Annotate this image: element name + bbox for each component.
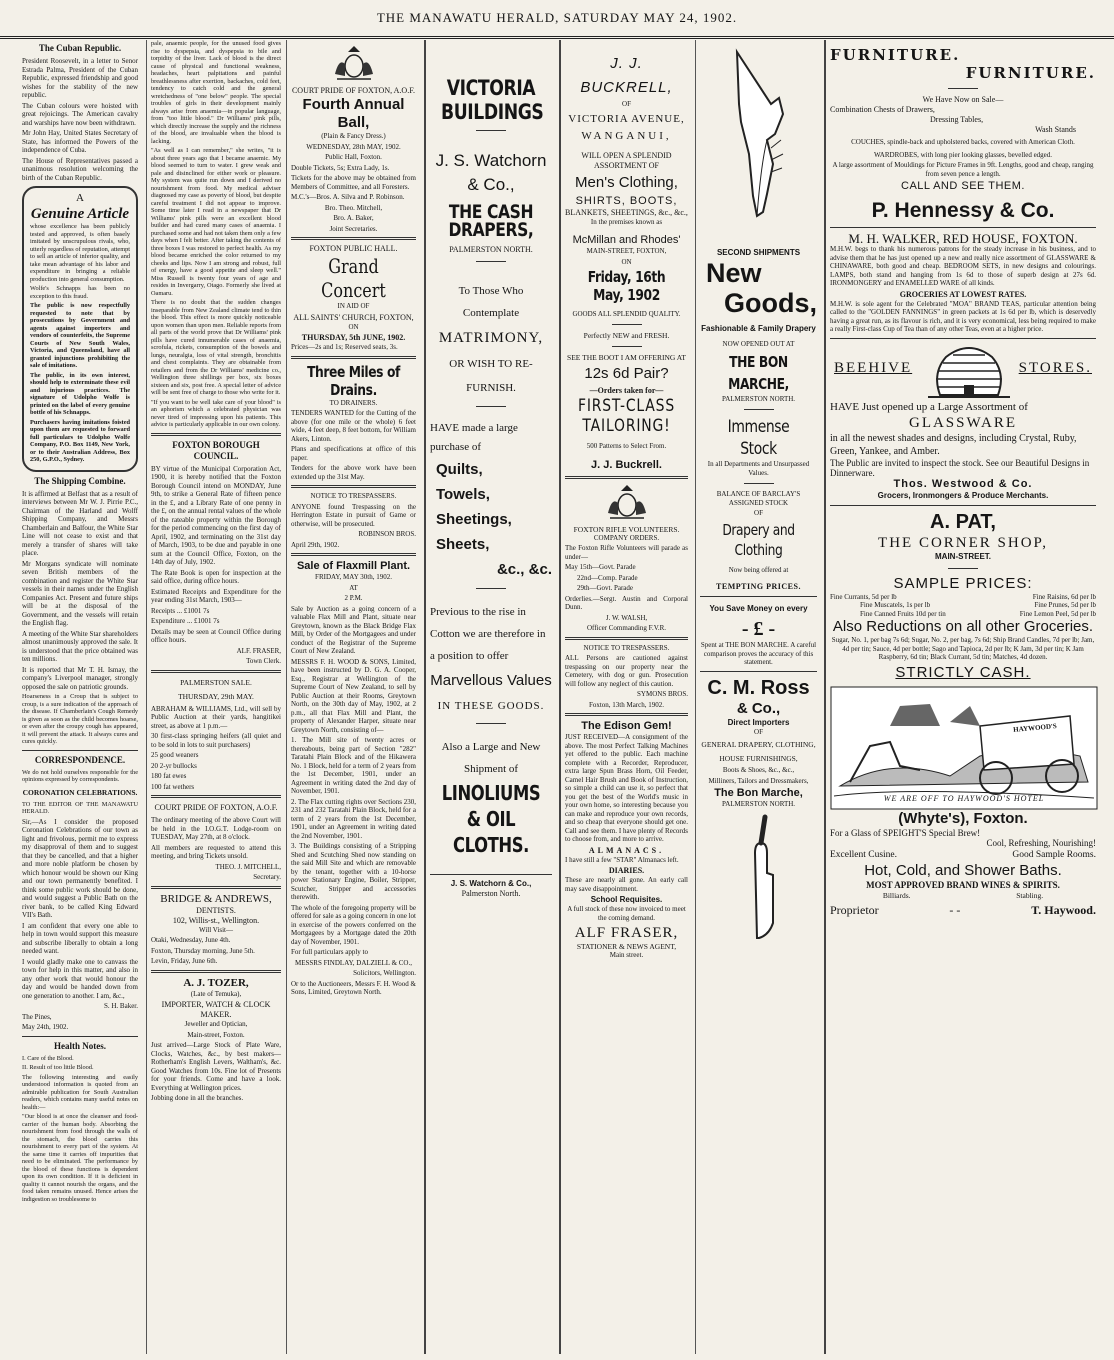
quality-text: GOODS ALL SPLENDID QUALITY.	[572, 310, 681, 318]
drains-headline: Three Miles of Drains.	[307, 362, 400, 399]
grocery-prices: Sugar, No. 1, per bag 7s 6d; Sugar, No. 2, per bag, 7s 6d; Ship Brand Candles, 7d per lb; Jam, 4d per tin; Sauce, 4d per bottle; Sago and Tapioca, 2d per lb; K Jam, 3d per tin; K Jam Raspberry, 6d tin; Black Currant, 5d tin; Matches, 4d dozen.	[831, 636, 1095, 661]
expenditure-line: Expenditure ... £1001 7s	[151, 617, 220, 625]
matrimony-headline: MATRIMONY,	[438, 330, 544, 346]
note-line: II. Result of too little Blood.	[22, 1064, 94, 1071]
price-item: Fine Muscatels, 1s per lb	[860, 601, 931, 609]
furniture-item: Dressing Tables,	[930, 115, 984, 124]
hotel-features	[830, 848, 1096, 862]
glassware-text: in all the newest shades and designs, including Crystal, Ruby, Green, Yankee, and Amber.	[830, 432, 1077, 457]
column-4	[424, 40, 556, 1354]
second-shipments: SECOND SHIPMENTS	[716, 248, 801, 257]
mcmillan-rhodes: McMillan and Rhodes'	[572, 234, 681, 246]
notice-paragraph: All members are requested to attend this meeting, and bring Tickets unsold.	[151, 843, 281, 860]
furniture-item: Wash Stands	[1035, 125, 1076, 134]
divider	[22, 750, 138, 751]
furniture-headline-2: FURNITURE.	[965, 64, 1096, 82]
main-street: MAIN-STREET, FOXTON,	[586, 247, 667, 255]
purchase-text: HAVE made a large purchase of	[430, 422, 518, 453]
flaxmill-paragraph: 1. The Mill site of twenty acres or thereabouts, being part of Section "282" Taratahi Plain Block and of the Hikawera No. 1 Block, held for a term of 2 years from the 1st December, 1901, under an Agreement in writing dated the 2nd day of November, 1901.	[291, 736, 416, 795]
furniture-item: COUCHES, spindle-back and upholstered backs, covered with American Cloth.	[851, 138, 1075, 146]
article-paragraph: We do not hold ourselves responsible for the opinions expressed by correspondents.	[22, 768, 138, 783]
flaxmill-paragraph: 3. The Buildings consisting of a Stripping Shed and Scutching Shed now standing on the said Mill Site and which are removable by the tenant, together with a 10-horse power Stationary Engine, Boiler, Stripper, Scutcher, Stripper and accessories therewith.	[291, 842, 416, 901]
letter-paragraph: Sir,—As I consider the proposed Coronation Celebrations of our town as light and frivolous, permit me to express my disapproval of them and to suggest that they be cancelled, and that a higher and more noble platform be chosen by which honour would be shown our King and our town permanently benefited. I think some public work should be done, and would suggest a Public Bath on the river bank, to be called King Edward VII's Bath.	[22, 817, 138, 919]
on-text: ON	[621, 257, 632, 266]
refreshing-text: Cool, Refreshing, Nourishing!	[986, 837, 1096, 848]
ad-paragraph: The public, in its own interest, should help to exterminate these evil and injurious practices. The signature of Udolpho Wolfe is printed on the label of every genuine bottle of his Schnapps.	[30, 371, 130, 416]
bon-marche-headline: THE BON MARCHE,	[728, 352, 789, 393]
pat-street: MAIN-STREET.	[935, 551, 991, 561]
dentists-name: BRIDGE & ANDREWS,	[160, 892, 272, 905]
signature: J. W. WALSH,	[605, 613, 648, 622]
rifle-paragraph: Orderlies.—Sergt. Austin and Corporal Dunn.	[565, 594, 688, 611]
column-6	[695, 40, 821, 1354]
beehive-word: BEEHIVE	[834, 359, 913, 376]
item-quilts: Quilts,	[436, 461, 483, 478]
rifle-paragraph: The Foxton Rifle Volunteers will parade as under—	[565, 544, 688, 561]
ad-title: Genuine Article	[30, 206, 130, 222]
article-paragraph: pale, anaemic people, for the unused food gives rise to dyspepsia, and dyspepsia to bile and torpidity of the liver. Lack of blood is the direct cause of physical and functional weakness, headaches, heart palpitations and painful breathlessness after exertion, backaches, cold feet, tendency to catch cold and the general wretchedness of "one below" people. The special troubles of girls in their development mainly always arise from anaemia—in popular language, from "too little blood." Dr Williams' pink pills, which directly increase the supply and the richness of the blood, are invaluable when the blood is lacking.	[151, 40, 281, 145]
signature-title: Officer Commanding F.V.R.	[586, 624, 667, 632]
tozer-jeweller: Jeweller and Optician,	[184, 1020, 248, 1028]
save-money: You Save Money on every	[709, 604, 808, 613]
glassware-headline: GLASSWARE	[908, 414, 1017, 431]
price-row	[830, 610, 1096, 619]
ball-court-name: COURT PRIDE OF FOXTON, A.O.F.	[291, 86, 416, 95]
cash-drapers: THE CASH DRAPERS,	[448, 201, 534, 241]
ball-date: WEDNESDAY, 28th MAY, 1902.	[306, 142, 401, 151]
baths-headline: Hot, Cold, and Shower Baths.	[864, 861, 1062, 879]
pointing-hand-icon	[727, 44, 791, 244]
buckrell-of: OF	[622, 100, 631, 108]
strictly-cash: STRICTLY CASH.	[895, 663, 1031, 681]
cart-caption: WE ARE OFF TO HAYWOOD'S HOTEL	[883, 793, 1045, 803]
horse-cart-icon	[830, 686, 1098, 810]
headline-court-pride: COURT PRIDE OF FOXTON, A.O.F.	[154, 803, 278, 812]
concert-on: ON	[348, 322, 359, 331]
signature: ROBINSON BROS.	[358, 530, 416, 538]
in-these-goods: IN THESE GOODS.	[437, 700, 545, 712]
hennessy-name: P. Hennessy & Co.	[871, 199, 1055, 222]
notice-paragraph: Details may be seen at Council Office during office hours.	[151, 627, 281, 644]
flaxmill-solicitors-place: Solicitors, Wellington.	[353, 969, 416, 977]
divider	[22, 1036, 138, 1037]
concert-title: Grand Concert	[321, 254, 386, 302]
furniture-item: A large assortment of Mouldings for Picture Frames in 9ft. Lengths, good and cheap, ranging from seven pence a length.	[832, 161, 1094, 178]
letter-paragraph: I would gladly make one to canvass the town for help in this matter, and also in any other work that would honour the day and would be handed down from one generation to another. I am, &c.,	[22, 957, 138, 1000]
tailoring-headline: FIRST-CLASS TAILORING!	[577, 396, 675, 436]
letter-place: The Pines,	[22, 1012, 52, 1021]
item-etc: &c., &c.	[496, 561, 552, 578]
cotton-text: Previous to the rise in Cotton we are therefore in a position to offer	[430, 606, 546, 662]
orders-taken: —Orders taken for—	[589, 386, 664, 395]
new-fresh-text: Perfectly NEW and FRESH.	[583, 331, 670, 340]
premises-text: In the premises known as	[590, 217, 663, 226]
watchorn-name: J. S. Watchorn & Co.,	[435, 151, 547, 194]
flaxmill-solicitors: MESSRS FINDLAY, DALZIELL & CO.,	[294, 958, 412, 967]
contemplate-text: To Those Who Contemplate	[458, 285, 524, 319]
price-row	[830, 593, 1096, 602]
divider	[830, 338, 1096, 339]
ball-paragraph: M.C.'s—Bros. A. Silva and P. Robinson.	[291, 193, 405, 201]
flaxmill-paragraph: The whole of the foregoing property will be offered for sale as a going concern in one lot in exercise of the powers conferred on the Mortgagees by a Mortgage dated the 20th day of November, 1901.	[291, 903, 416, 946]
ad-paragraph: Purchasers having imitations foisted upon them are requested to forward full particulars to Udolpho Wolfe Company, P.O. Box 1149, New York, or to their Australian Address, Box 250, G.P.O., Sydney.	[30, 418, 130, 463]
letter-address: TO THE EDITOR OF THE MANAWATU HERALD.	[22, 800, 138, 815]
divider	[700, 596, 817, 597]
proprietor-label: Proprietor	[830, 902, 879, 917]
stores-word: STORES.	[1018, 359, 1092, 376]
rifle-orders: COMPANY ORDERS.	[593, 533, 660, 542]
divider	[151, 670, 281, 673]
letter-date: May 24th, 1902.	[22, 1023, 69, 1031]
dentists-address: 102, Willis-st., Wellington.	[172, 915, 260, 925]
headline-cuban-republic: The Cuban Republic.	[38, 43, 122, 53]
drains-paragraph: TENDERS WANTED for the Cutting of the above (for one mile or the whole) 6 feet wide, 4 feet deep, 8 feet bottom, for William Akers, Linton.	[291, 409, 416, 443]
headline-shipping-combine: The Shipping Combine.	[34, 475, 126, 486]
proprietor-dashes: - -	[949, 902, 961, 917]
tozer-late: (Late of Temuka),	[190, 989, 242, 998]
see-boot-text: SEE THE BOOT I AM OFFERING AT	[567, 353, 686, 362]
item-sheetings: Sheetings,	[436, 511, 512, 528]
spent-text: Spent at THE BON MARCHE. A careful comparison proves the accuracy of this statement.	[700, 641, 817, 666]
column-2	[146, 40, 285, 1354]
signature: ALF. FRASER,	[236, 646, 281, 655]
divider	[291, 485, 416, 488]
article-paragraph: The House of Representatives passed a unanimous resolution welcoming the birth of the Cuban Republic.	[22, 156, 138, 182]
victoria-buildings-headline: VICTORIA BUILDINGS	[440, 76, 544, 124]
sale-item: 20 2-yr bullocks	[151, 761, 197, 770]
article-paragraph: The Cuban colours were hoisted with great rejoicings. The American cavalry and warships have now been withdrawn.	[22, 101, 138, 127]
flaxmill-paragraph: Or to the Auctioneers, Messrs F. H. Wood & Sons, Limited, Greytown North.	[291, 979, 416, 996]
shipment-text: Also a Large and New Shipment of	[441, 741, 541, 775]
tozer-paragraph: Just arrived—Large Stock of Plate Ware, Clocks, Watches, &c., by best makers—Rotherham's English Levers, Waltham's, &c. Good Watches from 10s. Fine lot of Presents for your friends. Come and have a look. Everything at Wellington prices.	[151, 1041, 281, 1092]
beehive-icon	[926, 343, 1012, 399]
glassware-text: The Public are invited to inspect the stock. See our Beautiful Designs in Dinnerware.	[830, 457, 1090, 478]
fraser-address: Main street.	[609, 951, 644, 959]
walker-headline: M. H. WALKER, RED HOUSE, FOXTON.	[848, 231, 1078, 246]
headline-health-notes: Health Notes.	[54, 1040, 106, 1051]
ball-paragraph: Tickets for the above may be obtained from Members of Committee, and all Foresters.	[291, 174, 416, 191]
letter-paragraph: I am confident that every one able to help in town would support this measure and subscribe liberally to obtain a long needed want.	[22, 921, 138, 955]
pat-name: A. PAT,	[930, 510, 996, 533]
tozer-address: Main-street, Foxton.	[187, 1030, 245, 1039]
concert-prices: Prices—2s and 1s; Reserved seats, 3s.	[291, 343, 398, 351]
flaxmill-date: FRIDAY, MAY 30th, 1902.	[315, 573, 392, 581]
sample-prices: SAMPLE PRICES:	[893, 574, 1033, 592]
marvellous-values: Marvellous Values	[430, 672, 552, 689]
divider	[565, 476, 688, 479]
rifle-parade: May 15th—Govt. Parade	[565, 563, 636, 571]
notice-paragraph: Estimated Receipts and Expenditure for the year ending 31st March, 1903—	[151, 587, 281, 604]
signature-title: Secretary.	[253, 873, 281, 881]
furniture-headline-1: FURNITURE.	[830, 46, 961, 64]
signature-date: Foxton, 13th March, 1902.	[588, 700, 665, 709]
furniture-item: WARDROBES, with long pier looking glasses, bevelled edged.	[873, 151, 1053, 159]
column-5	[559, 40, 692, 1354]
proprietor-name: T. Haywood.	[1031, 902, 1096, 917]
speights-text: For a Glass of SPEIGHT'S Special Brew!	[830, 827, 981, 838]
opening-date: Friday, 16th May, 1902	[587, 268, 666, 304]
note-line: I. Care of the Blood.	[22, 1054, 74, 1062]
concert-venue: FOXTON PUBLIC HALL.	[309, 244, 398, 253]
direct-importers: Direct Importers	[727, 717, 790, 727]
article-paragraph: Mr Morgans syndicate will nominate seven British members of the combination and register the White Star vessels in their names under the English Companies Act. Present and future ships will be at the disposal of the Government, and the vessels will retain the English flag.	[22, 559, 138, 627]
furniture-item: Combination Chests of Drawers,	[830, 105, 935, 114]
ball-paragraph: Double Tickets, 5s; Extra Lady, 1s.	[291, 163, 390, 172]
rifle-parade: 29th—Govt. Parade	[577, 584, 633, 592]
flaxmill-headline: Sale of Flaxmill Plant.	[296, 560, 411, 572]
westwood-trade: Grocers, Ironmongers & Produce Merchants.	[877, 490, 1049, 500]
receipts-line: Receipts ... £1001 7s	[151, 606, 210, 615]
almanacs-paragraph: I have still a few "STAR" Almanacs left.	[565, 855, 679, 864]
beehive-header	[830, 343, 1096, 401]
blankets-sheetings: BLANKETS, SHEETINGS, &c., &c.,	[565, 207, 688, 217]
divider	[565, 713, 688, 716]
trespass-headline: NOTICE TO TRESPASSERS.	[583, 643, 670, 652]
westwood-name: Thos. Westwood & Co.	[893, 477, 1033, 490]
article-paragraph: "As well as I can remember," she writes, "it is about three years ago that I became anaemic. My blood seemed to turn to water. I grew weak and pale and disinclined for either work or pleasure. My system was quite run down and I derived no nourishment from food. My medical adviser diagnosed my case as poverty of blood, but despite careful treatment I did not appear to improve. Some time later I read in a newspaper that Dr Williams' pink pills were an excellent blood builder and had cured many cases of anaemia. I purchased some and had not taken them only a few days when I felt better. After taking the contents of three boxes I was restored to perfect health. As my blood became enriched the color returned to my cheeks and lips. Now I am strong and robust, full of energy, have a good appetite and sleep well." Miss Russell is twenty four years of age and resides in Invergarry, Otago. Formerly she lived at Oamaru.	[151, 147, 281, 297]
notice-paragraph: The Rate Book is open for inspection at the said office, during office hours.	[151, 568, 281, 585]
trespass-headline: NOTICE TO TRESPASSERS.	[310, 492, 397, 500]
hotel-feature: Stabling.	[1016, 890, 1044, 900]
article-paragraph: President Roosevelt, in a letter to Senor Estrada Palma, President of the Cuban Republic, expressed friendship and good wishes for the stability of the new republic.	[22, 57, 138, 99]
signature: SYMONS BROS.	[637, 690, 688, 698]
mens-clothing: Men's Clothing,	[575, 173, 678, 191]
column-1	[18, 40, 142, 1354]
drains-paragraph: Plans and specifications at office of this paper.	[291, 445, 416, 462]
departments-text: In all Departments and Unsurpassed Values.	[707, 460, 810, 477]
buckrell-avenue: VICTORIA AVENUE,	[568, 112, 685, 125]
boot-price: 12s 6d Pair?	[584, 365, 669, 382]
sale-item: 180 fat ewes	[151, 772, 187, 780]
watchorn-footer-name: J. S. Watchorn & Co.,	[450, 879, 532, 888]
reductions-headline: Also Reductions on all other Groceries.	[832, 618, 1094, 635]
fraser-name: ALF FRASER,	[574, 925, 679, 941]
watchorn-footer-town: Palmerston North.	[461, 889, 521, 898]
divider	[151, 795, 281, 798]
signature-title: Joint Secretaries.	[329, 224, 378, 233]
divider	[830, 227, 1096, 228]
flaxmill-at: AT	[349, 583, 358, 592]
signature: THEO. J. MITCHELL,	[215, 862, 281, 871]
article-paragraph: The following interesting and easily understood information is quoted from an admirable publication for South Australian readers, which contains many useful notes on health:—	[22, 1073, 138, 1111]
hotel-feature: Good Sample Rooms.	[1012, 849, 1096, 860]
rifle-headline: FOXTON RIFLE VOLUNTEERS.	[573, 524, 680, 534]
whytes-foxton: (Whyte's), Foxton.	[898, 809, 1028, 827]
article-paragraph: A meeting of the White Star shareholders almost unanimously approved the sale. It is understood that the price obtained was ten millions.	[22, 629, 138, 663]
ball-title: Fourth Annual Ball,	[302, 96, 405, 131]
groceries-headline: GROCERIES AT LOWEST RATES.	[899, 289, 1027, 299]
beehive-text: HAVE Just opened up a Large Assortment of	[830, 400, 1028, 413]
ball-hall: Public Hall, Foxton.	[325, 153, 382, 161]
cart-sign: HAYWOOD'S	[1012, 721, 1058, 734]
tozer-paragraph: Jobbing done in all the branches.	[151, 1094, 244, 1102]
divider	[291, 553, 416, 556]
opened-out: NOW OPENED OUT AT	[722, 340, 795, 348]
article-paragraph: There is no doubt that the sudden changes inseparable from New Zealand climate tend to thin the blood. This effect is more quickly noticeable upon women than upon men. Reliable reports from all parts of the world prove that Dr Williams' pink pills have cured innumerable cases of anaemia, scrofula, rickets, consumption of the bowels and lungs, neuralgia, loss of vital strength, bronchitis and chest complaints. They are obtainable from retailers and from the Dr Williams' medicine co., Wellington three shillings per box, six boxes sixteen and six, post free. A special letter of advice will be sent free of charge to those who write for it.	[151, 299, 281, 396]
hotel-feature: Excellent Cusine.	[830, 849, 898, 860]
trespass-paragraph: ANYONE found Trespassing on the Herrington Estate in pursuit of Game or otherwise, will be prosecuted.	[291, 502, 416, 528]
sale-item: 25 good weaners	[151, 751, 199, 759]
item-sheets: Sheets,	[436, 536, 490, 553]
dentists-title: DENTISTS.	[196, 905, 236, 915]
offered-text: Now being offered at	[728, 565, 789, 574]
article-paragraph: Hoarseness in a Croup that is subject to croup, is a sure indication of the approach of the disease. If Chamberlain's Cough Remedy is given as soon as the child becomes hoarse, or even after the croupy cough has appeared, it will prevent the attack. It always cures and cures quickly.	[22, 693, 138, 745]
royal-crest-icon	[604, 483, 650, 521]
headline-correspondence: CORRESPONDENCE.	[34, 754, 126, 765]
pound-sign: - £ -	[741, 618, 776, 640]
goods-headline: Goods,	[724, 288, 817, 318]
pointing-finger-icon	[739, 813, 779, 943]
wines-spirits: MOST APPROVED BRAND WINES & SPIRITS.	[866, 879, 1060, 890]
concert-aid: IN AID OF	[337, 302, 370, 310]
watchorn-town: PALMERSTON NORTH.	[449, 245, 533, 254]
sale-paragraph: ABRAHAM & WILLIAMS, Ltd., will sell by Public Auction at their yards, hangitikei street, as above at 1 p.m.—	[151, 704, 281, 730]
ball-dress: (Plain & Fancy Dress.)	[321, 132, 386, 140]
ad-paragraph: The public is now respectfully requested to note that by prosecutions by Government and agents against importers and vendors of counterfeits, the Supreme Courts of New South Wales, Victoria, and Queensland, have all granted injunctions prohibiting the sale of imitations.	[30, 302, 130, 369]
column-3	[286, 40, 420, 1354]
letter-signature: S. H. Baker.	[103, 1002, 138, 1010]
palmerston-north: PALMERSTON NORTH.	[721, 394, 796, 403]
tempting-prices: TEMPTING PRICES.	[716, 582, 801, 591]
divider	[430, 874, 552, 875]
page-masthead: THE MANAWATU HERALD, SATURDAY MAY 24, 1902.	[0, 10, 1114, 39]
drapery-type: Fashionable & Family Drapery	[701, 324, 816, 333]
price-item: Fine Currants, 5d per lb	[830, 592, 897, 601]
flaxmill-paragraph: MESSRS F. H. WOOD & SONS, Limited, have been instructed by D. G. A. Cooper, Esq., Registrar at Wellington of the Supreme Court of New Zealand, to sell by Public Auction at their Rooms, Greytown North, on the 30th day of May, 1902, at 2 p.m., all that Flax Mill and Plant, the property of Alexander Harper, situate near Greytown North, consisting of—	[291, 657, 416, 734]
bon-marche-name: The Bon Marche,	[714, 787, 803, 799]
article-paragraph: "If you want to be well take care of your blood" is an aphorism which a celebrated physician was never tired of impressing upon his patients. This advice is particularly applicable in our own colony.	[151, 398, 281, 428]
price-item: Fine Prunes, 5d per lb	[1034, 601, 1096, 609]
divider	[291, 237, 416, 240]
rifle-parade: 22nd—Comp. Parade	[577, 573, 638, 582]
price-item: Fine Lemon Peel, 5d per lb	[1019, 609, 1096, 618]
diaries-headline: DIARIES.	[608, 866, 645, 875]
price-item: Fine Raisins, 6d per lb	[1032, 592, 1096, 601]
boots-shoes: Boots & Shoes, &c., &c.,	[722, 766, 795, 774]
royal-crest-icon	[331, 44, 377, 82]
divider	[565, 637, 688, 640]
article-paragraph: It is reported that Mr T. H. Ismay, the company's Liverpool manager, strongly opposed the sale on patriotic grounds.	[22, 665, 138, 691]
hotel-features	[830, 890, 1096, 902]
splendid-text: WILL OPEN A SPLENDID ASSORTMENT OF	[581, 150, 672, 170]
notice-paragraph: The ordinary meeting of the above Court will be held in the I.O.G.T. Lodge-room on TUESDAY, May 27th, at 8 o'clock.	[151, 816, 281, 841]
hotel-illustration	[830, 686, 1096, 810]
now-on-sale: We Have Now on Sale—	[922, 95, 1004, 104]
patterns-text: 500 Patterns to Select From.	[586, 442, 667, 450]
drains-sub: TO DRAINERS.	[329, 398, 378, 407]
signature: Bro. Theo. Mitchell,	[324, 203, 383, 212]
divider	[700, 671, 817, 672]
divider	[151, 433, 281, 436]
sale-item: 100 fat wethers	[151, 782, 195, 791]
flaxmill-time: 2 P.M.	[344, 594, 363, 602]
edison-headline: The Edison Gem!	[581, 720, 672, 732]
palmerston-north: PALMERSTON NORTH.	[721, 800, 796, 808]
visit-line: Otaki, Wednesday, June 4th.	[151, 936, 231, 944]
ad-paragraph: whose excellence has been publicly tested and approved, is often basely imitated by unscrupulous rivals, who, utterly regardless of reputation, attempt to sell an article of inferior quality, and take mean advantage of his labor and expenditure in bringing a reliable production into general consumption.	[30, 223, 130, 283]
fraser-trade: STATIONER & NEWS AGENT,	[576, 942, 677, 951]
buckrell-signature: J. J. Buckrell.	[591, 458, 662, 471]
flaxmill-paragraph: 2. The Flax cutting rights over Sections 230, 231 and 232 Taratahi Plain Block, held for a term of 2 years from the 1st December, 1901, under an Agreement in writing dated the 2nd November, 1901.	[291, 797, 416, 840]
milliners: Milliners, Tailors and Dressmakers,	[708, 776, 809, 785]
signature-date: April 29th, 1902.	[291, 540, 340, 549]
ross-co: & Co.,	[736, 699, 781, 717]
headline-palmerston-sale: PALMERSTON SALE.	[180, 677, 252, 687]
walker-paragraph: M.H.W. is sole agent for the Celebrated "MOA" BRAND TEAS, particular attention being called to the "GOLDEN FANNINGS" in green packets at 1s 6d per lb, which is deservedly having a great run, as its flavour is rich, and it is very economical, less being required to make a really First-class Cup of Tea than of any other Teas, even at a higher price.	[830, 299, 1096, 333]
school-paragraph: A full stock of these now invoiced to meet the coming demand.	[567, 905, 686, 922]
flaxmill-paragraph: Sale by Auction as a going concern of a valuable Flax Mill and Plant, situate near Greytown, known as the Black Bridge Flax Mill, by Order of the Mortgagees and under conduct of the Registrar of the Supreme Court of New Zealand.	[291, 604, 416, 655]
sale-date: THURSDAY, 29th MAY.	[178, 691, 254, 701]
signature: Bro. A. Baker,	[333, 214, 374, 222]
of-text: OF	[754, 727, 763, 736]
walker-paragraph: M.H.W. begs to thank his numerous patrons for the steady increase in his business, and to advise them that he has just opened up a new and really nice assortment of GLASSWARE & CHINAWARE, both good and cheap. BEDROOM SETS, in new designs and colourings. LAMPS, both stand and hanging from 1s 6d to those of superb design at 27s 6d. IRONMONGERY and ENAMELLED WARE of all kinds.	[830, 245, 1096, 287]
barclay-text: BALANCE OF BARCLAY'S ASSIGNED STOCK	[716, 490, 801, 507]
column-7	[824, 40, 1100, 1354]
ad-title-a: A	[76, 192, 84, 204]
headline-coronation: CORONATION CELEBRATIONS.	[22, 787, 138, 797]
shirts-boots: SHIRTS, BOOTS,	[575, 194, 678, 207]
drapery-list: GENERAL DRAPERY, CLOTHING, HOUSE FURNISHINGS,	[701, 740, 816, 763]
buckrell-name: J. J. BUCKRELL,	[580, 55, 673, 96]
immense-stock: Immense Stock	[727, 417, 790, 459]
headline-borough-council: FOXTON BOROUGH COUNCIL.	[172, 439, 260, 461]
drapery-clothing: Drapery and Clothing	[722, 520, 795, 559]
linoliums-headline: LINOLIUMS & OIL CLOTHS.	[441, 781, 541, 857]
tozer-trade: IMPORTER, WATCH & CLOCK MAKER.	[161, 1000, 271, 1019]
divider	[151, 970, 281, 973]
item-towels: Towels,	[436, 486, 490, 503]
flaxmill-paragraph: For full particulars apply to	[291, 948, 368, 956]
tozer-name: A. J. TOZER,	[183, 976, 249, 989]
corner-shop: THE CORNER SHOP,	[878, 534, 1048, 551]
buckrell-town: WANGANUI,	[581, 129, 672, 142]
article-paragraph: It is affirmed at Belfast that as a result of interviews between Mr W. J. Pirrie P.C., Chairman of the Harland and Wolff Shipping Company, and Messrs Chamberlain and Balfour, the White Star Line will not cease to exist and that merely a transfer of shares will take place.	[22, 489, 138, 557]
proprietor-line	[830, 902, 1096, 918]
price-item: Fine Canned Fruits 10d per tin	[860, 609, 946, 618]
visit-line: Levin, Friday, June 6th.	[151, 957, 218, 965]
price-row	[830, 601, 1096, 610]
trespass-paragraph: ALL Persons are cautioned against trespassing on our property near the Cemetery, with dog or gun. Prosecution will follow any neglect of this caution.	[565, 654, 688, 688]
school-headline: School Requisites.	[590, 895, 663, 904]
visit-line: Foxton, Thursday morning, June 5th.	[151, 946, 255, 955]
of-text: OF	[754, 509, 763, 517]
new-headline: New	[706, 258, 762, 288]
concert-church: ALL SAINTS' CHURCH, FOXTON,	[293, 312, 414, 322]
divider	[291, 356, 416, 359]
drains-paragraph: Tenders for the above work have been extended up the 31st May.	[291, 464, 416, 481]
genuine-article-ad	[22, 186, 138, 472]
hotel-feature: Billiards.	[882, 890, 911, 900]
refurnish-text: OR WISH TO RE-FURNISH.	[449, 358, 533, 394]
notice-paragraph: BY virtue of the Municipal Corporation Act, 1900, it is hereby notified that the Foxton Borough Council intend on MONDAY, June 9th, to strike a General Rate of fifteen pence in the £, and a Library Rate of one penny in the £, on the annual rental values of the whole of the rateable property within the Borough for the period commencing on the first day of April, 1902, and terminating on the 31st day of March, 1903, to be due and payable in one sum at the Council Office, Foxton, on the 14th day of July, 1902.	[151, 464, 281, 566]
article-paragraph: Mr John Hay, United States Secretary of State, has informed the Powers of the independence of Cuba.	[22, 129, 138, 154]
almanacs-headline: ALMANACS.	[588, 845, 665, 855]
diaries-paragraph: These are nearly all gone. An early call may save disappointment.	[565, 876, 688, 893]
ross-name: C. M. Ross	[707, 676, 810, 699]
divider	[151, 886, 281, 889]
visit-heading: Will Visit—	[199, 925, 233, 934]
article-paragraph: "Our blood is at once the cleanser and food-carrier of the human body. Absorbing the nourishment from food through the walls of the stomach, the blood carries this nourishment to every part of the system. At the same time it carries off impurities that need to be eliminated. The performance by the blood of these functions is dependent upon its own condition. If it is deficient in quality it cannot nourish the organs, and the food taken remains unused. Hence arises the indigestion so troublesome to	[22, 1113, 138, 1203]
sale-item: 30 first-class springing heifers (all quiet and to be sold in lots to suit purchasers)	[151, 732, 281, 749]
edison-paragraph: JUST RECEIVED—A consignment of the above. The most Perfect Talking Machines yet offered to the public. Each machine complete with a Recorder, Reproducer, extra large Spun Brass Horn, Oil Feeder, Camel Hair Brush and Book of Instruction, so simple a child can use it, so perfect that you get the best of the World's music in your own home, so interesting because you can make and reproduce your own records, and so cheap that everyone should get one. Call and see them. I have plenty of Records to choose from, and more to arrive.	[565, 733, 688, 843]
call-and-see: CALL AND SEE THEM.	[901, 180, 1025, 192]
ad-paragraph: Wolfe's Schnapps has been no exception to this fraud.	[30, 285, 130, 300]
concert-date: THURSDAY, 5th JUNE, 1902.	[301, 333, 406, 342]
divider	[830, 505, 1096, 506]
signature-title: Town Clerk.	[246, 657, 281, 665]
